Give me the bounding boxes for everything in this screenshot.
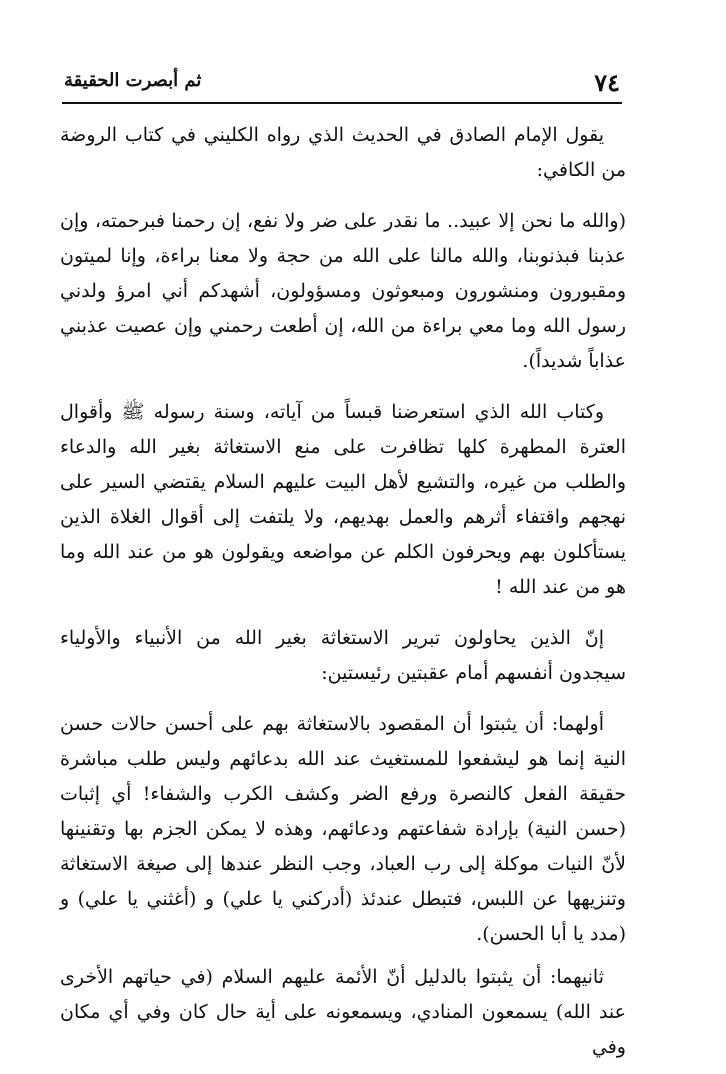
paragraph-second-obstacle: ثانيهما: أن يثبتوا بالدليل أنّ الأئمة عليهم السلام (في حياتهم الأخرى عند الله) يسمعون المنادي، ويسمعونه على أية حال كان وفي أي مكان وفي (60, 966, 626, 1058)
running-title: ثم أبصرت الحقيقة (64, 70, 202, 91)
paragraph-book-and-sunnah: وكتاب الله الذي استعرضنا قبساً من آياته، وسنة رسوله ﷺ وأقوال العترة المطهرة كلها تظافرت على منع الاستغاثة بغير الله والدعاء والطلب من غيره، والتشيع لأهل البيت عليهم السلام يقتضي السير على نهجهم واقتفاء أثرهم والعمل بهديهم، ولا يلتفت إلى أقوال الغلاة الذين يستأكلون بهم ويحرفون الكلم عن مواضعه ويقولون هو من عند الله وما هو من عند الله ! (60, 401, 626, 598)
paragraph-two-obstacles: إنّ الذين يحاولون تبرير الاستغاثة بغير الله من الأنبياء والأولياء سيجدون أنفسهم أمام عقبتين رئيستين: (60, 627, 626, 684)
paragraph-quote: (والله ما نحن إلا عبيد.. ما نقدر على ضر ولا نفع، إن رحمنا فبرحمته، وإن عذبنا فبذنوبنا، والله مالنا على الله من حجة ولا معنا براءة، وإنا لميتون ومقبورون ومنشورون ومبعوثون ومسؤولون، أشهدكم أني امرؤ ولدني رسول الله وما معي براءة من الله، إن أطعت رحمني وإن عصيت عذبني عذاباً شديداً). (60, 210, 626, 372)
page-header (62, 62, 622, 104)
paragraph-intro: يقول الإمام الصادق في الحديث الذي رواه الكليني في كتاب الروضة من الكافي: (60, 124, 626, 181)
page-body (60, 118, 626, 1073)
page-number: ٧٤ (594, 68, 620, 97)
paragraph-first-obstacle: أولهما: أن يثبتوا أن المقصود بالاستغاثة بهم على أحسن حالات حسن النية إنما هو ليشفعوا للمستغيث عند الله بدعائهم وليس طلب مباشرة حقيقة الفعل كالنصرة ورفع الضر وكشف الكرب والشفاء! أي إثبات (حسن النية) بإرادة شفاعتهم ودعائهم، وهذه لا يمكن الجزم بها وتقنينها لأنّ النيات موكلة إلى رب العباد، وجب النظر عندها إلى صيغة الاستغاثة وتنزيهها عن اللبس، فتبطل عندئذ (أدركني يا علي) و (أغثني يا علي) و (مدد يا أبا الحسن). (60, 713, 626, 945)
